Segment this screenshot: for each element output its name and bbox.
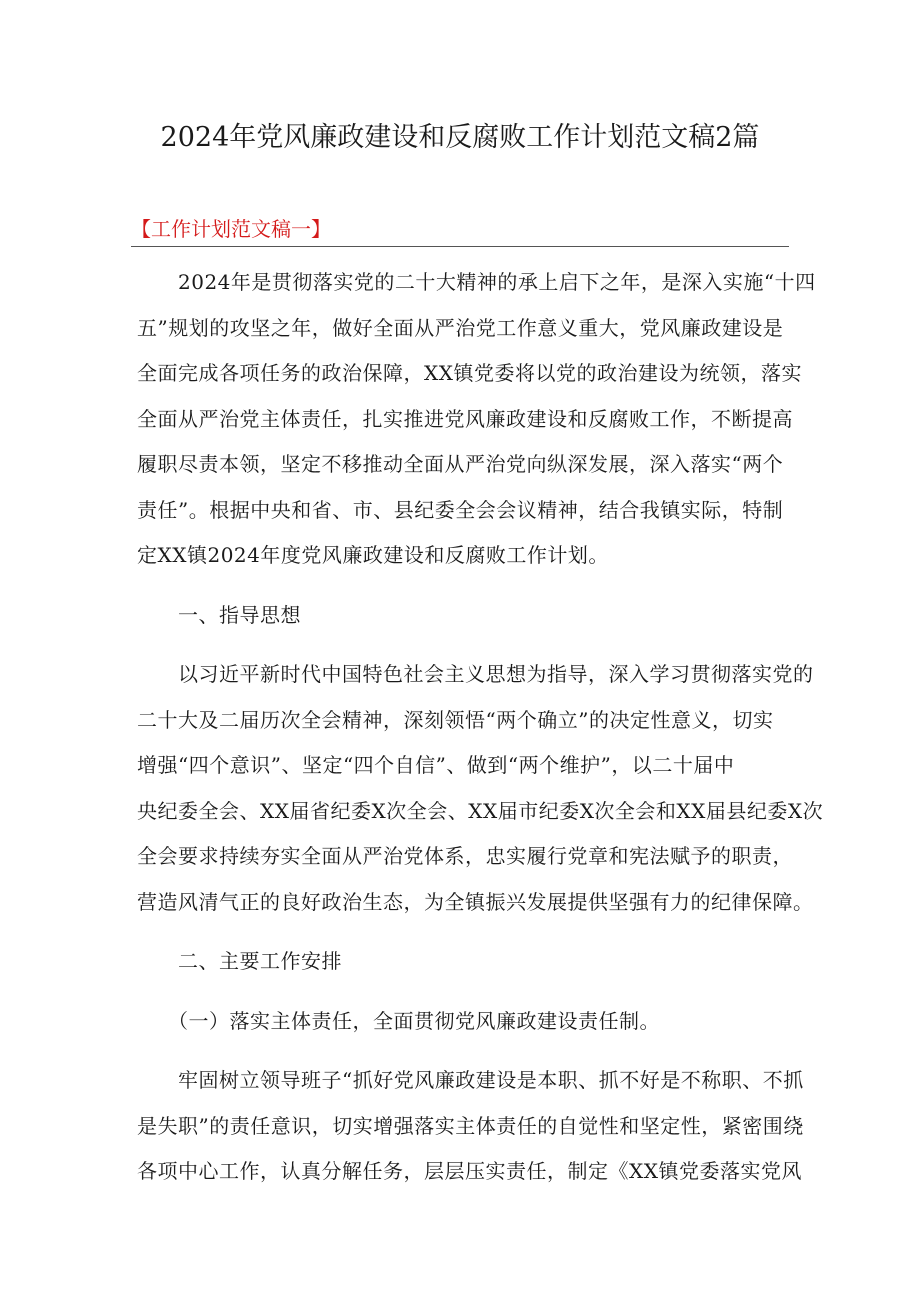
paragraph-line: 央纪委全会、XX届省纪委X次全会、XX届市纪委X次全会和XX届县纪委X次 [137, 798, 824, 823]
paragraph-line: 各项中心工作，认真分解任务，层层压实责任，制定《XX镇党委落实党风 [137, 1159, 802, 1183]
paragraph-line: 五”规划的攻坚之年，做好全面从严治党工作意义重大，党风廉政建设是 [137, 315, 784, 340]
paragraph-line: 定XX镇2024年度党风廉政建设和反腐败工作计划。 [137, 543, 609, 567]
heading-guiding-ideology: 一、指导思想 [137, 602, 301, 627]
paragraph-line: 是失职”的责任意识，切实增强落实主体责任的自觉性和坚定性，紧密围绕 [137, 1113, 804, 1138]
paragraph-line: 全面完成各项任务的政治保障，XX镇党委将以党的政治建设为统领，落实 [137, 361, 802, 385]
paragraph-line: 责任”。根据中央和省、市、县纪委全会会议精神，结合我镇实际，特制 [137, 497, 784, 522]
document-title: 2024年党风廉政建设和反腐败工作计划范文稿2篇 [160, 122, 760, 153]
subheading-main-responsibility: （一）落实主体责任，全面贯彻党风廉政建设责任制。 [137, 1008, 660, 1033]
section-heading: 【工作计划范文稿一】 [131, 217, 331, 241]
paragraph-line: 营造风清气正的良好政治生态，为全镇振兴发展提供坚强有力的纪律保障。 [137, 889, 814, 914]
heading-main-work: 二、主要工作安排 [137, 949, 342, 973]
paragraph-line: 以习近平新时代中国特色社会主义思想为指导，深入学习贯彻落实党的 [137, 662, 814, 686]
paragraph-line: 二十大及二届历次全会精神，深刻领悟“两个确立”的决定性意义，切实 [137, 707, 774, 732]
document-body [137, 260, 824, 1195]
paragraph-line: 履职尽责本领，坚定不移推动全面从严治党向纵深发展，深入落实“两个 [137, 452, 784, 476]
paragraph-line: 全会要求持续夯实全面从严治党体系，忠实履行党章和宪法赋予的职责， [137, 844, 793, 868]
paragraph-line: 全面从严治党主体责任，扎实推进党风廉政建设和反腐败工作，不断提高 [137, 406, 793, 431]
paragraph-line: 牢固树立领导班子“抓好党风廉政建设是本职、抓不好是不称职、不抓 [137, 1068, 804, 1092]
paragraph-line: 增强“四个意识”、坚定“四个自信”、做到“两个维护”，以二十届中 [137, 753, 735, 777]
section-divider [131, 246, 789, 247]
paragraph-line: 2024年是贯彻落实党的二十大精神的承上启下之年，是深入实施“十四 [137, 270, 816, 294]
